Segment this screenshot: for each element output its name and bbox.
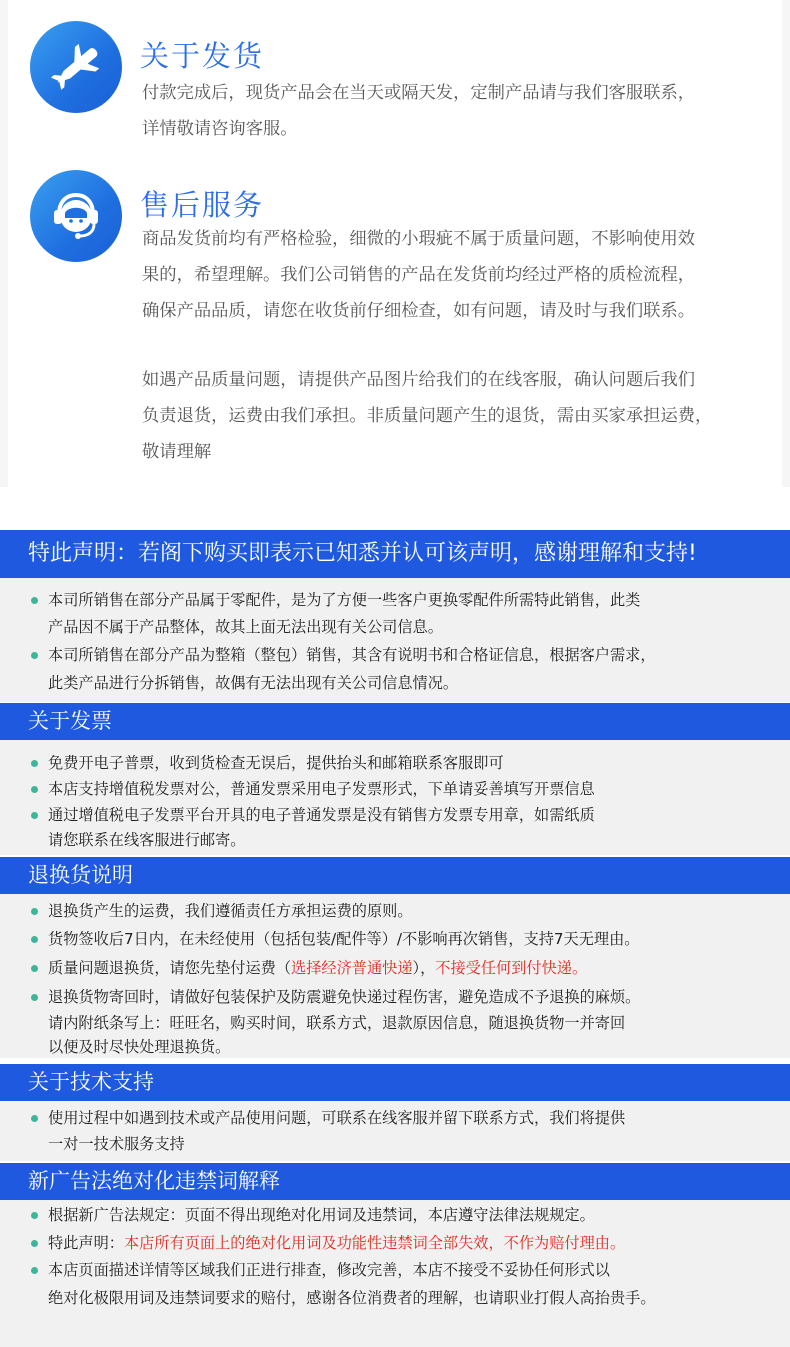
returns-item-text: 质量问题退换货，请您先垫付运费（ <box>48 959 291 977</box>
shipping-text-line: 付款完成后，现货产品会在当天或隔天发，定制产品请与我们客服联系， <box>142 83 696 103</box>
returns-item: 退换货物寄回时，请做好包装保护及防震避免快递过程伤害，避免造成不予退换的麻烦。 <box>48 988 641 1006</box>
bullet-dot <box>31 760 38 767</box>
aftersales-title: 售后服务 <box>140 188 265 222</box>
declaration-item-cont: 此类产品进行分拆销售，故偶有无法出现有关公司信息情况。 <box>48 674 459 692</box>
bullet-dot <box>31 652 38 659</box>
aftersales-text-line: 负责退货，运费由我们承担。非质量问题产生的退货，需由买家承担运费， <box>142 406 713 426</box>
returns-section-title: 退换货说明 <box>0 857 790 894</box>
bullet-dot <box>31 1212 38 1219</box>
returns-item: 货物签收后7日内，在未经使用（包括包装/配件等）/不影响再次销售，支持7天无理由。 <box>48 930 640 948</box>
declaration-item-cont: 产品因不属于产品整体，故其上面无法出现有关公司信息。 <box>48 618 443 636</box>
invoice-item: 本店支持增值税发票对公，普通发票采用电子发票形式，下单请妥善填写开票信息 <box>48 780 595 798</box>
bullet-dot <box>31 1267 38 1274</box>
bullet-dot <box>31 812 38 819</box>
aftersales-text-line: 果的，希望理解。我们公司销售的产品在发货前均经过严格的质检流程， <box>142 265 696 285</box>
bullet-dot <box>31 908 38 915</box>
adlaw-item <box>48 1230 625 1257</box>
shipping-title: 关于发货 <box>140 39 265 73</box>
shipping-text-line: 详情敬请咨询客服。 <box>142 119 298 139</box>
declaration-item: 本司所销售在部分产品属于零配件，是为了方便一些客户更换零配件所需特此销售，此类 <box>48 591 641 609</box>
declaration-item: 本司所销售在部分产品为整箱（整包）销售，其含有说明书和合格证信息，根据客户需求， <box>48 646 656 664</box>
adlaw-item-cont: 绝对化极限用词及违禁词要求的赔付，感谢各位消费者的理解，也请职业打假人高抬贵手。 <box>48 1289 656 1307</box>
aftersales-text-line: 商品发货前均有严格检验，细微的小瑕疵不属于质量问题，不影响使用效 <box>142 229 696 249</box>
tech-item-cont: 一对一技术服务支持 <box>48 1135 185 1153</box>
invoice-item-cont: 请您联系在线客服进行邮寄。 <box>48 831 246 849</box>
bullet-dot <box>31 1240 38 1247</box>
returns-item-warning: 不接受任何到付快递。 <box>435 959 588 977</box>
invoice-item: 免费开电子普票，收到货检查无误后，提供抬头和邮箱联系客服即可 <box>48 754 504 772</box>
returns-item-cont: 以便及时尽快处理退换货。 <box>48 1038 231 1056</box>
returns-item-text: ）， <box>412 959 436 977</box>
bullet-dot <box>31 936 38 943</box>
tech-item: 使用过程中如遇到技术或产品使用问题，可联系在线客服并留下联系方式，我们将提供 <box>48 1109 626 1127</box>
aftersales-text-line: 敬请理解 <box>142 442 212 462</box>
bullet-dot <box>31 994 38 1001</box>
adlaw-item-text: 特此声明： <box>48 1234 124 1252</box>
returns-item: 退换货产生的运费，我们遵循责任方承担运费的原则。 <box>48 902 413 920</box>
returns-item <box>48 955 587 982</box>
tech-section-title: 关于技术支持 <box>0 1064 790 1101</box>
declaration-banner: 特此声明：若阁下购买即表示已知悉并认可该声明，感谢理解和支持! <box>0 530 790 578</box>
bullet-dot <box>31 965 38 972</box>
aftersales-text-line: 确保产品品质，请您在收货前仔细检查，如有问题，请及时与我们联系。 <box>142 301 696 321</box>
invoice-item: 通过增值税电子发票平台开具的电子普通发票是没有销售方发票专用章，如需纸质 <box>48 806 595 824</box>
invoice-section-title: 关于发票 <box>0 703 790 740</box>
returns-item-highlight: 选择经济普通快递 <box>291 959 413 977</box>
airplane-icon <box>30 21 122 113</box>
returns-item-cont: 请内附纸条写上：旺旺名，购买时间，联系方式，退款原因信息，随退换货物一并寄回 <box>48 1014 626 1032</box>
adlaw-item-warning: 本店所有页面上的绝对化用词及功能性违禁词全部失效，不作为赔付理由。 <box>123 1234 626 1252</box>
adlaw-section-title: 新广告法绝对化违禁词解释 <box>0 1163 790 1200</box>
bullet-dot <box>31 1115 38 1122</box>
headset-agent-icon <box>30 170 122 262</box>
adlaw-item: 本店页面描述详情等区域我们正进行排查，修改完善，本店不接受不妥协任何形式以 <box>48 1261 610 1279</box>
bullet-dot <box>31 597 38 604</box>
bullet-dot <box>31 786 38 793</box>
aftersales-text-line: 如遇产品质量问题，请提供产品图片给我们的在线客服，确认问题后我们 <box>142 370 696 390</box>
adlaw-item: 根据新广告法规定：页面不得出现绝对化用词及违禁词，本店遵守法律法规规定。 <box>48 1206 595 1224</box>
